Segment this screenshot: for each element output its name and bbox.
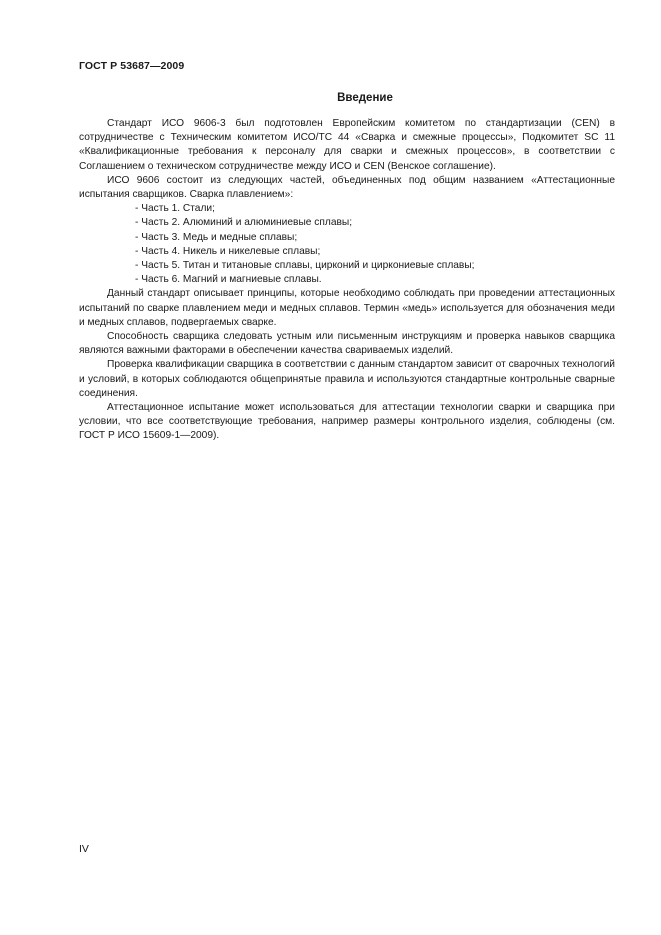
page-number: IV — [79, 843, 89, 855]
paragraph-standard-origin: Стандарт ИСО 9606-3 был подготовлен Европейским комитетом по стандартизации (CEN) в сотрудничестве с Техническим комитетом ИСО/ТС 44 «Сварка и смежные процессы», Подкомитет SC 11 «Квалификационные требования к персоналу для сварки и смежных процессов», в соответствии с Соглашением о техническом сотрудничестве между ИСО и CEN (Венское соглашение). — [79, 118, 615, 172]
paragraph-parts-intro: ИСО 9606 состоит из следующих частей, объединенных под общим названием «Аттестационные испытания сварщиков. Сварка плавлением»: — [79, 174, 615, 201]
list-item: - Часть 1. Стали; — [135, 203, 215, 215]
list-item: - Часть 5. Титан и титановые сплавы, цирконий и циркониевые сплавы; — [135, 260, 475, 272]
paragraph-approval-test: Аттестационное испытание может использоваться для аттестации технологии сварки и сварщика при условии, что все соответствующие требования, например размеры контрольного изделия, соблюдены (см. ГОСТ Р ИСО 15609-1—2009). — [79, 402, 615, 442]
document-code: ГОСТ Р 53687—2009 — [79, 60, 185, 72]
list-item: - Часть 6. Магний и магниевые сплавы. — [135, 274, 322, 286]
list-item: - Часть 4. Никель и никелевые сплавы; — [135, 245, 321, 257]
parts-list — [79, 202, 615, 287]
list-item: - Часть 2. Алюминий и алюминиевые сплавы; — [135, 217, 353, 229]
paragraph-skills: Способность сварщика следовать устным или письменным инструкциям и проверка навыков сварщика являются важными факторами в обеспечении качества свариваемых изделий. — [79, 331, 615, 357]
paragraph-principles: Данный стандарт описывает принципы, которые необходимо соблюдать при проведении аттестационных испытаний по сварке плавлением меди и медных сплавов. Термин «медь» используется для обозначения меди и медных сплавов, подвергаемых сварке. — [79, 288, 615, 328]
section-title: Введение — [337, 92, 393, 104]
list-item: - Часть 3. Медь и медные сплавы; — [135, 231, 298, 243]
paragraph-qualification: Проверка квалификации сварщика в соответствии с данным стандартом зависит от сварочных технологий и условий, в которых соблюдаются общепринятые правила и используются стандартные контрольные сварные соединения. — [79, 359, 615, 399]
document-body — [79, 117, 615, 444]
